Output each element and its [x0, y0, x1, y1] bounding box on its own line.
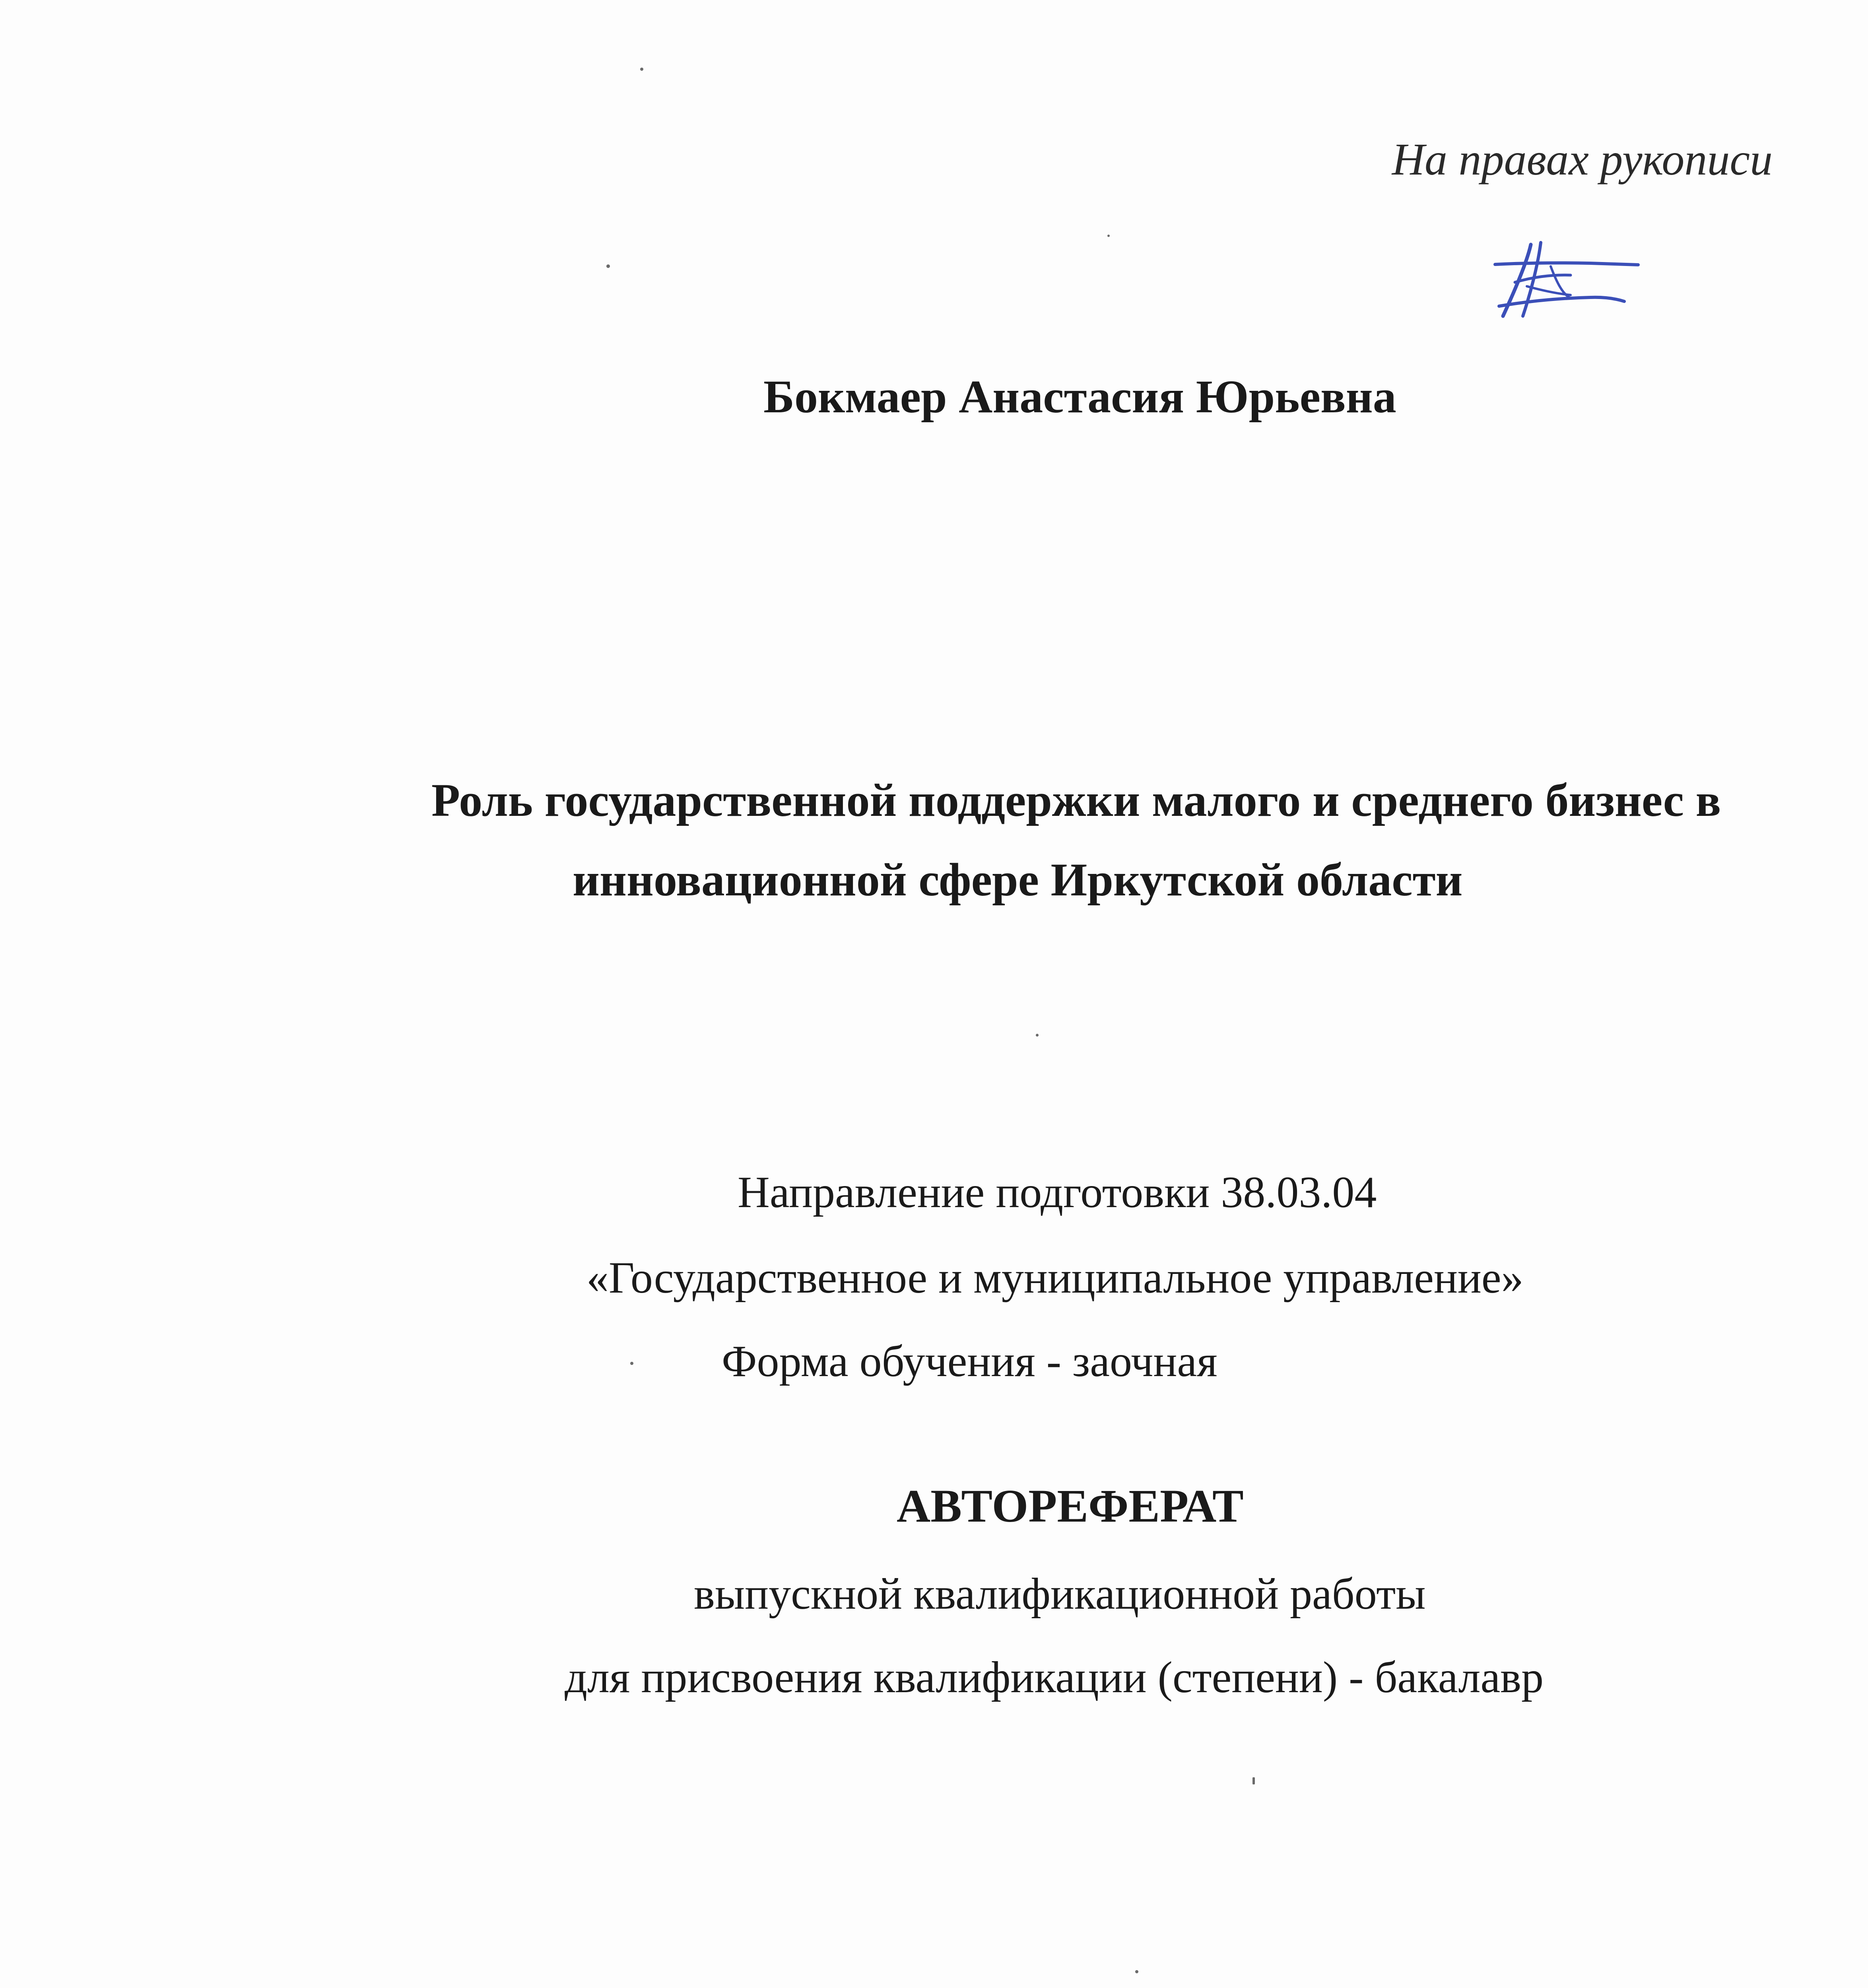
author-name: Бокмаер Анастасия Юрьевна [763, 371, 1396, 423]
scan-speck [630, 1362, 633, 1365]
rights-note: На правах рукописи [1392, 134, 1773, 184]
study-form: Форма обучения - заочная [722, 1337, 1218, 1386]
scan-speck [1252, 1777, 1255, 1784]
program-direction: Направление подготовки 38.03.04 [738, 1168, 1377, 1217]
scan-speck [1036, 1034, 1039, 1037]
thesis-title-line-2: инновационной сфере Иркутской области [573, 854, 1463, 906]
thesis-title-line-1: Роль государственной поддержки малого и среднего бизнес в [431, 774, 1721, 826]
program-name: «Государственное и муниципальное управление» [586, 1253, 1524, 1303]
scan-speck [1107, 235, 1110, 237]
scan-speck [1135, 1970, 1138, 1973]
handwritten-signature [1471, 227, 1662, 334]
document-subtitle-2: для присвоения квалификации (степени) - бакалавр [565, 1653, 1544, 1702]
document-type: АВТОРЕФЕРАТ [897, 1480, 1244, 1532]
scan-speck [606, 264, 610, 268]
document-subtitle-1: выпускной квалификационной работы [694, 1569, 1426, 1619]
scan-speck [640, 68, 643, 71]
